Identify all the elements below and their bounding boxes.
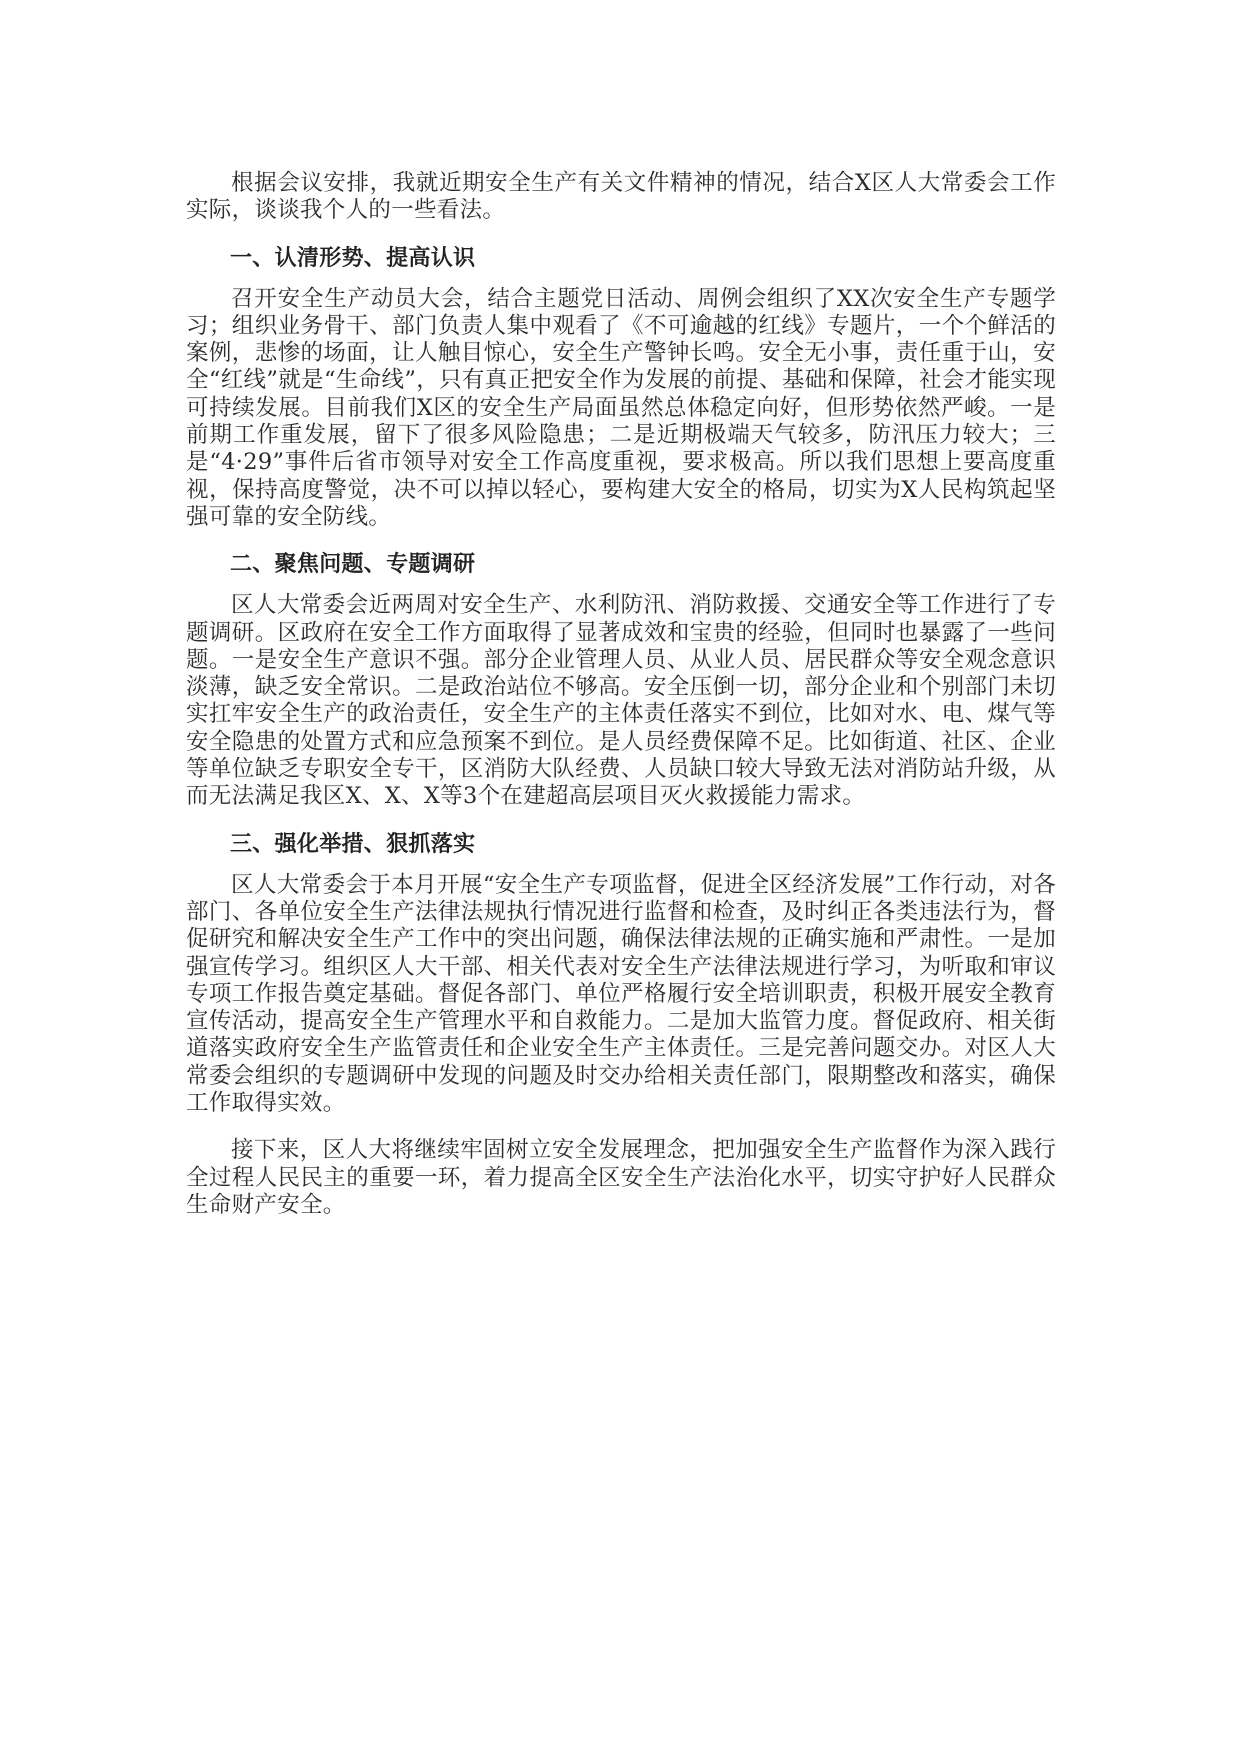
section-body: 区人大常委会于本月开展“安全生产专项监督，促进全区经济发展”工作行动，对各部门、各单位安全生产法律法规执行情况进行监督和检查，及时纠正各类违法行为，督促研究和解决安全生产工作中的突出问题，确保法律法规的正确实施和严肃性。一是加强宣传学习。组织区人大干部、相关代表对安全生产法律法规进行学习，为听取和审议专项工作报告奠定基础。督促各部门、单位严格履行安全培训职责，积极开展安全教育宣传活动，提高安全生产管理水平和自救能力。二是加大监管力度。督促政府、相关街道落实政府安全生产监管责任和企业安全生产主体责任。三是完善问题交办。对区人大常委会组织的专题调研中发现的问题及时交办给相关责任部门，限期整改和落实，确保工作取得实效。 <box>186 871 1056 1117</box>
spacer <box>186 1117 1056 1137</box>
spacer <box>186 858 1056 872</box>
section-2 <box>186 551 1056 810</box>
section-heading: 三、强化举措、狠抓落实 <box>230 831 476 857</box>
spacer <box>186 272 1056 286</box>
spacer <box>186 811 1056 831</box>
section-body: 区人大常委会近两周对安全生产、水利防汛、消防救援、交通安全等工作进行了专题调研。区政府在安全工作方面取得了显著成效和宝贵的经验，但同时也暴露了一些问题。一是安全生产意识不强。部分企业管理人员、从业人员、居民群众等安全观念意识淡薄，缺乏安全常识。二是政治站位不够高。安全压倒一切，部分企业和个别部门未切实扛牢安全生产的政治责任，安全生产的主体责任落实不到位，比如对水、电、煤气等安全隐患的处置方式和应急预案不到位。是人员经费保障不足。比如街道、社区、企业等单位缺乏专职安全专干，区消防大队经费、人员缺口较大导致无法对消防站升级，从而无法满足我区X、X、X等3个在建超高层项目灭火救援能力需求。 <box>186 592 1056 810</box>
section-3 <box>186 831 1056 1118</box>
section-1 <box>186 245 1056 532</box>
conclusion-paragraph: 接下来，区人大将继续牢固树立安全发展理念，把加强安全生产监督作为深入践行全过程人民民主的重要一环，着力提高全区安全生产法治化水平，切实守护好人民群众生命财产安全。 <box>186 1137 1056 1218</box>
intro-paragraph: 根据会议安排，我就近期安全生产有关文件精神的情况，结合X区人大常委会工作实际，谈谈我个人的一些看法。 <box>186 170 1056 224</box>
spacer <box>186 578 1056 592</box>
document-page <box>186 170 1056 1219</box>
section-heading: 一、认清形势、提高认识 <box>230 245 476 271</box>
spacer <box>186 225 1056 245</box>
section-heading: 二、聚焦问题、专题调研 <box>230 552 476 578</box>
section-body: 召开安全生产动员大会，结合主题党日活动、周例会组织了XX次安全生产专题学习；组织业务骨干、部门负责人集中观看了《不可逾越的红线》专题片，一个个鲜活的案例，悲惨的场面，让人触目惊心，安全生产警钟长鸣。安全无小事，责任重于山，安全“红线”就是“生命线”，只有真正把安全作为发展的前提、基础和保障，社会才能实现可持续发展。目前我们X区的安全生产局面虽然总体稳定向好，但形势依然严峻。一是前期工作重发展，留下了很多风险隐患；二是近期极端天气较多，防汛压力较大；三是“4·29”事件后省市领导对安全工作高度重视，要求极高。所以我们思想上要高度重视，保持高度警觉，决不可以掉以轻心，要构建大安全的格局，切实为X人民构筑起坚强可靠的安全防线。 <box>186 285 1056 530</box>
spacer <box>186 531 1056 551</box>
